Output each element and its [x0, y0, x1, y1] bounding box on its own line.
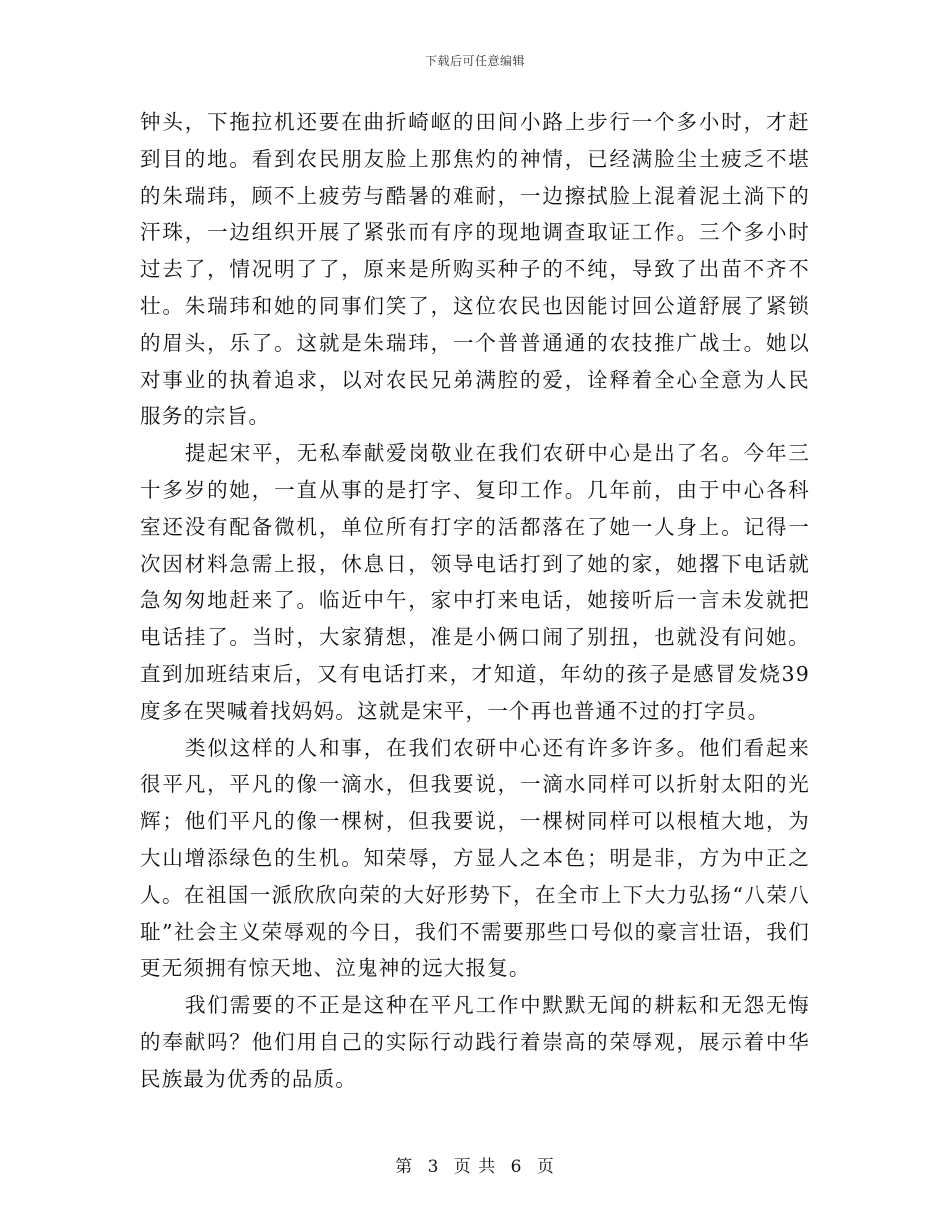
page-header: 下载后可任意编辑	[424, 54, 525, 68]
paragraph-3: 类似这样的人和事，在我们农研中心还有许多许多。他们看起来很平凡，平凡的像一滴水，但我要说，一滴水同样可以折射太阳的光辉；他们平凡的像一棵树，但我要说，一棵树同样可以根植大地，为大山增添绿色的生机。知荣辱，方显人之本色；明是非，方为中正之人。在祖国一派欣欣向荣的大好形势下，在全市上下大力弘扬“八荣八耻”社会主义荣辱观的今日，我们不需要那些口号似的豪言壮语，我们更无须拥有惊天地、泣鬼神的远大报复。	[140, 735, 810, 981]
paragraph-2: 提起宋平，无私奉献爱岗敬业在我们农研中心是出了名。今年三十多岁的她，一直从事的是打字、复印工作。几年前，由于中心各科室还没有配备微机，单位所有打字的活都落在了她一人身上。记得一次因材料急需上报，休息日，领导电话打到了她的家，她撂下电话就急匆匆地赶来了。临近中午，家中打来电话，她接听后一言未发就把电话挂了。当时，大家猜想，准是小俩口闹了别扭，也就没有问她。直到加班结束后，又有电话打来，才知道，年幼的孩子是感冒发烧39度多在哭喊着找妈妈。这就是宋平，一个再也普通不过的打字员。	[140, 441, 810, 723]
paragraph-1: 钟头，下拖拉机还要在曲折崎岖的田间小路上步行一个多小时，才赶到目的地。看到农民朋友脸上那焦灼的神情，已经满脸尘土疲乏不堪的朱瑞玮，顾不上疲劳与酷暑的难耐，一边擦拭脸上混着泥土淌下的汗珠，一边组织开展了紧张而有序的现地调查取证工作。三个多小时过去了，情况明了了，原来是所购买种子的不纯，导致了出苗不齐不壮。朱瑞玮和她的同事们笑了，这位农民也因能讨回公道舒展了紧锁的眉头，乐了。这就是朱瑞玮，一个普普通通的农技推广战士。她以对事业的执着追求，以对农民兄弟满腔的爱，诠释着全心全意为人民服务的宗旨。	[140, 110, 810, 429]
page-footer	[0, 1152, 950, 1177]
current-page-number: 3	[427, 1157, 440, 1177]
document-body	[140, 104, 810, 1098]
footer-suffix: 页	[536, 1157, 555, 1177]
paragraph-4: 我们需要的不正是这种在平凡工作中默默无闻的耕耘和无怨无悔的奉献吗？他们用自己的实际行动践行着崇高的荣辱观，展示着中华民族最为优秀的品质。	[140, 993, 810, 1091]
footer-middle: 页 共	[453, 1157, 497, 1177]
footer-prefix: 第	[395, 1157, 414, 1177]
total-page-count: 6	[510, 1157, 523, 1177]
